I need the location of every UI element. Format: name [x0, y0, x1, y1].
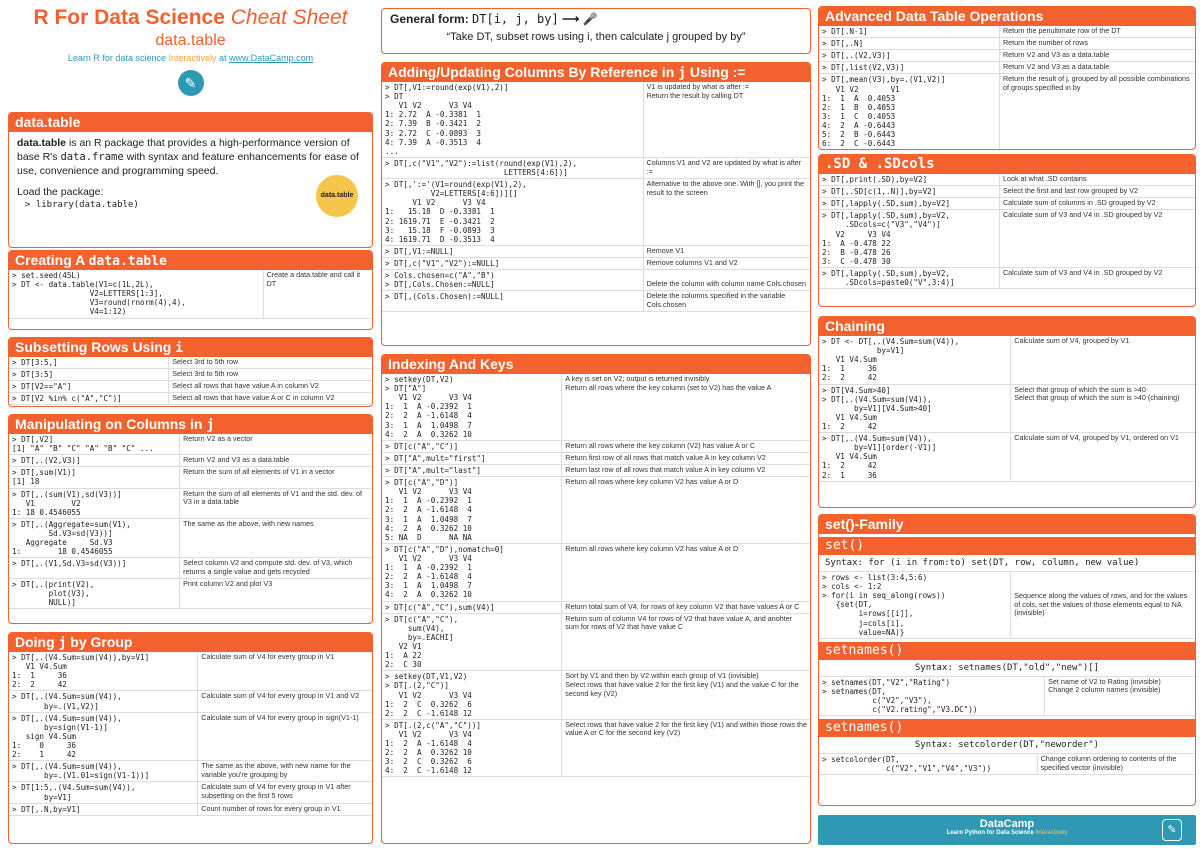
sd-table: [819, 174, 1195, 289]
description-cell: Calculate sum of V4 for every group in V1: [198, 652, 372, 691]
code-cell: > DT[.N-1]: [819, 26, 999, 38]
code-cell: > DT[,.(Aggregate=sum(V1), Sd.V3=sd(V3))] Aggregate Sd.V3 1: 18 0.4546055: [9, 518, 180, 557]
table-row: [9, 393, 372, 405]
table-row: [9, 357, 372, 369]
description-cell: Alternative to the above one. With [], you print the result to the screen: [643, 179, 810, 246]
table-row: [382, 291, 810, 311]
code-cell: > setkey(DT,V2) > DT["A"] V1 V2 V3 V4 1: 1 A -0.2392 1 2: 2 A -1.6148 4 3: 1 A 1.0498 7 4: 2 A 0.3262 10: [382, 374, 562, 440]
table-row: [382, 543, 810, 601]
table-row: [382, 179, 810, 246]
description-cell: Return V2 as a vector: [180, 434, 372, 455]
manipulating-section: [8, 414, 373, 624]
table-row: [819, 50, 1195, 62]
table-row: [819, 677, 1195, 716]
adding-heading: Adding/Updating Columns By Reference in j Using :=: [382, 63, 810, 82]
code-cell: > DT[V4.Sum>40] > DT[,.(V4.Sum=sum(V4)), by=V1][V4.Sum>40] V1 V4.Sum 1: 2 42: [819, 384, 1011, 433]
advanced-table: [819, 26, 1195, 150]
arrow-icon: ⟶: [562, 12, 580, 26]
advanced-heading: Advanced Data Table Operations: [819, 7, 1195, 26]
table-row: [9, 369, 372, 381]
setcolorder-table: [819, 754, 1195, 775]
code-cell: > DT[,.(V1,Sd.V3=sd(V3))]: [9, 558, 180, 578]
description-cell: Select that group of which the sum is >40 Select that group of which the sum is >40 (chaining): [1011, 384, 1195, 433]
description-cell: Calculate sum of V4, grouped by V1: [1011, 336, 1195, 384]
set-subheading: set(): [819, 537, 1195, 555]
description-cell: Calculate sum of V4, grouped by V1, ordered on V1: [1011, 433, 1195, 482]
subsetting-table: [9, 357, 372, 405]
setnames-syntax: Syntax: setnames(DT,"old","new")[]: [819, 660, 1195, 677]
description-cell: Return total sum of V4, for rows of key column V2 that have values A or C: [562, 601, 810, 613]
table-row: [382, 374, 810, 440]
description-cell: Calculate sum of columns in .SD grouped by V2: [999, 198, 1195, 210]
table-row: [382, 157, 810, 178]
description-cell: Calculate sum of V4 for every group in V1 and V2: [198, 691, 372, 712]
table-row: [9, 381, 372, 393]
subsetting-heading: Subsetting Rows Using i: [9, 338, 372, 357]
column-left: [8, 0, 373, 849]
code-cell: > DT[,.(sum(V1),sd(V3))] V1 V2 1: 18 0.4546055: [9, 488, 180, 518]
advanced-section: [818, 6, 1196, 150]
description-cell: Print column V2 and plot V3: [180, 578, 372, 608]
code-cell: > DT[,.(V4.Sum=sum(V4)), by=sign(V1-1)] sign V4.Sum 1: 0 36 2: 1 42: [9, 712, 198, 761]
code-cell: > DT[,.(V4.Sum=sum(V4)), by=.(V1.01=sign(V1-1))]: [9, 761, 198, 782]
description-cell: V1 is updated by what is after := Return the result by calling DT: [643, 82, 810, 157]
table-row: [9, 578, 372, 608]
table-row: [819, 210, 1195, 268]
table-row: [382, 257, 810, 269]
description-cell: Columns V1 and V2 are updated by what is after :=: [643, 157, 810, 178]
description-cell: Remove columns V1 and V2: [643, 257, 810, 269]
footer-brand: DataCamp: [979, 818, 1035, 830]
code-cell: > DT[,V2] [1] "A" "B" "C" "A" "B" "C" ...: [9, 434, 180, 455]
chaining-section: [818, 316, 1196, 508]
grouping-heading: Doing j by Group: [9, 633, 372, 652]
sd-heading: .SD & .SDcols: [819, 155, 1195, 174]
code-cell: > DT[,.(print(V2), plot(V3), NULL)]: [9, 578, 180, 608]
description-cell: Change column ordering to contents of the specified vector (invisible): [1037, 754, 1195, 775]
code-cell: > DT[.(2,c("A","C"))] V1 V2 V3 V4 1: 2 A -1.6148 4 2: 2 A 0.3262 10 3: 2 C 0.3262 6 4: 2 C -1.6148 12: [382, 719, 562, 777]
code-cell: > DT[c("A","C"),sum(V4)]: [382, 601, 562, 613]
page-title: R For Data Science Cheat Sheet: [33, 6, 348, 29]
description-cell: Return last row of all rows that match value A in key column V2: [562, 464, 810, 476]
description-cell: Return V2 and V3 as a data.table: [999, 50, 1195, 62]
setcolorder-syntax: Syntax: setcolorder(DT,"neworder"): [819, 737, 1195, 754]
intro-heading: data.table: [9, 113, 372, 132]
set-family-heading: set()-Family: [819, 515, 1195, 534]
column-right: [818, 0, 1196, 849]
description-cell: Look at what .SD contains: [999, 174, 1195, 186]
chaining-heading: Chaining: [819, 317, 1195, 336]
sd-section: [818, 154, 1196, 307]
footer-banner: [818, 815, 1196, 845]
table-row: > rows <- list(3:4,5:6) > cols <- 1:2 > for(i in seq_along(rows)) {set(DT, i=rows[[i]], j=cols[i], value=NA)} Sequence along the values of rows, and for the values of cols, set the values of those elements equal to NA (invisible): [819, 572, 1195, 638]
code-cell: > DT[V2=="A"]: [9, 381, 169, 393]
general-form-box: General form: DT[i, j, by] ⟶ 🎤 “Take DT, subset rows using i, then calculate j grouped by by”: [381, 8, 811, 54]
set-table: [819, 572, 1195, 639]
code-cell: > DT[,.(V2,V3)]: [9, 455, 180, 467]
setnames-subheading: setnames(): [819, 642, 1195, 660]
table-row: [819, 754, 1195, 775]
table-row: [9, 467, 372, 488]
code-cell: > DT[,mean(V3),by=.(V1,V2)] V1 V2 V1 1: 1 A 0.4053 2: 1 B 0.4053 3: 1 C 0.4053 4: 2 A -0.6443 5: 2 B -0.6443 6: 2 C -0.6443: [819, 74, 999, 150]
table-row: [9, 434, 372, 455]
code-cell: > DT[,lapply(.SD,sum),by=V2]: [819, 198, 999, 210]
code-cell: > setnames(DT,"V2","Rating") > setnames(DT, c("V2","V3"), c("V2.rating","V3.DC")): [819, 677, 1045, 716]
code-cell: > DT[,c("V1","V2"):=NULL]: [382, 257, 643, 269]
table-row: [382, 440, 810, 452]
code-cell: > DT[,.N]: [819, 38, 999, 50]
creating-heading: Creating A data.table: [9, 251, 372, 270]
code-cell: > DT[c("A","C")]: [382, 440, 562, 452]
table-row: [9, 270, 372, 318]
code-cell: > DT[,V1:=round(exp(V1),2)] > DT V1 V2 V3 V4 1: 2.72 A -0.3381 1 2: 7.39 B -0.3421 2 3: 2.72 C -0.0893 3 4: 7.39 A -0.3513 4 ...: [382, 82, 643, 157]
table-row: [9, 712, 372, 761]
table-row: [819, 433, 1195, 482]
creating-table: [9, 270, 372, 319]
code-cell: > DT[,':='(V1=round(exp(V1),2), V2=LETTERS[4:6])][] V1 V2 V3 V4 1: 15.18 D -0.3381 1 2: 1619.71 E -0.3421 2 3: 15.18 F -0.0893 3 4: 1619.71 D -0.3513 4: [382, 179, 643, 246]
table-row: [819, 74, 1195, 150]
description-cell: Calculate sum of V4 for every group in sign(V1-1): [198, 712, 372, 761]
intro-section: [8, 112, 373, 248]
table-row: [382, 477, 810, 544]
table-row: [9, 518, 372, 557]
grouping-table: [9, 652, 372, 816]
code-cell: > DT[,lapply(.SD,sum),by=V2, .SDcols=c("V3","V4")] V2 V3 V4 1: A -0.478 22 2: B -0.478 26 3: C -0.478 30: [819, 210, 999, 268]
general-form-quote: “Take DT, subset rows using i, then calculate j grouped by by”: [446, 31, 746, 43]
description-cell: The same as the above, with new names: [180, 518, 372, 557]
table-row: [9, 761, 372, 782]
table-row: [382, 464, 810, 476]
description-cell: Select all rows that have value A in column V2: [169, 381, 372, 393]
code-cell: > DT[,V1:=NULL]: [382, 245, 643, 257]
description-cell: Return V2 and V3 as a data.table: [180, 455, 372, 467]
manipulating-table: [9, 434, 372, 609]
description-cell: Calculate sum of V3 and V4 in .SD grouped by V2: [999, 210, 1195, 268]
adding-section: [381, 62, 811, 346]
table-row: [819, 174, 1195, 186]
table-row: [819, 198, 1195, 210]
subsetting-section: [8, 337, 373, 407]
description-cell: The same as the above, with new name for the variable you're grouping by: [198, 761, 372, 782]
description-cell: Set name of V2 to Rating (invisible) Change 2 column names (invisible): [1045, 677, 1195, 716]
description-cell: Return all rows where key column V2 has value A or D: [562, 543, 810, 601]
code-cell: > DT[c("A","D"),nomatch=0] V1 V2 V3 V4 1: 1 A -0.2392 1 2: 2 A -1.6148 4 3: 1 A 1.0498 7 4: 2 A 0.3262 10: [382, 543, 562, 601]
code-cell: > DT[c("A","D")] V1 V2 V3 V4 1: 1 A -0.2392 1 2: 2 A -1.6148 4 3: 1 A 1.0498 7 4: 2 A 0.3262 10 5: NA D NA NA: [382, 477, 562, 544]
setnames-table: [819, 677, 1195, 716]
description-cell: Calculate sum of V4 for every group in V1 after subsetting on the first 5 rows: [198, 782, 372, 803]
code-cell: > DT[,c("V1","V2"):=list(round(exp(V1),2), LETTERS[4:6])]: [382, 157, 643, 178]
code-cell: > DT[,(Cols.Chosen):=NULL]: [382, 291, 643, 311]
code-cell: > DT["A",mult="first"]: [382, 452, 562, 464]
code-cell: > DT[,.(V4.Sum=sum(V4)), by=V1][order(-V1)] V1 V4.Sum 1: 2 42 2: 1 36: [819, 433, 1011, 482]
table-row: [819, 336, 1195, 384]
table-row: [9, 652, 372, 691]
description-cell: Return V2 and V3 as a data.table: [999, 62, 1195, 74]
code-cell: > DT[V2 %in% c("A","C")]: [9, 393, 169, 405]
table-row: [382, 601, 810, 613]
table-row: [9, 558, 372, 578]
code-cell: > DT[,.SD[c(1,.N)],by=V2]: [819, 186, 999, 198]
microphone-icon: 🎤: [582, 12, 598, 26]
code-cell: > DT[c("A","C"), sum(V4), by=.EACHI] V2 V1 1: A 22 2: C 30: [382, 613, 562, 671]
code-cell: > setcolorder(DT, c("V2","V1","V4","V3")): [819, 754, 1037, 775]
table-row: [9, 455, 372, 467]
description-cell: Return the sum of all elements of V1 in a vector: [180, 467, 372, 488]
learn-line: Learn R for data science Interactively at www.DataCamp.com: [67, 53, 314, 63]
set-family-section: [818, 514, 1196, 806]
data-table-logo: data.table: [316, 175, 358, 217]
description-cell: Select rows that have value 2 for the first key (V1) and within those rows the value A or C for the second key (V2): [562, 719, 810, 777]
code-cell: > DT[3:5]: [9, 369, 169, 381]
footer-tagline: Learn Python for Data Science Interactively: [946, 830, 1068, 836]
code-cell: > DT[,lapply(.SD,sum),by=V2, .SDcols=paste0("V",3:4)]: [819, 267, 999, 288]
code-cell: > DT[,.(V4.Sum=sum(V4)), by=.(V1,V2)]: [9, 691, 198, 712]
description-cell: Remove V1: [643, 245, 810, 257]
code-cell: > setkey(DT,V1,V2) > DT[.(2,"C")] V1 V2 V3 V4 1: 2 C 0.3262 6 2: 2 C -1.6148 12: [382, 671, 562, 720]
table-row: [382, 671, 810, 720]
datacamp-logo-icon: ✎: [178, 70, 204, 96]
description-cell: Return the sum of all elements of V1 and the std. dev. of V3 in a data.table: [180, 488, 372, 518]
table-row: [9, 782, 372, 803]
code-cell: > DT[1:5,.(V4.Sum=sum(V4)), by=V1]: [9, 782, 198, 803]
indexing-section: [381, 354, 811, 844]
code-cell: > DT <- DT[,.(V4.Sum=sum(V4)), by=V1] V1 V4.Sum 1: 1 36 2: 2 42: [819, 336, 1011, 384]
code-cell: > DT["A",mult="last"]: [382, 464, 562, 476]
description-cell: Return the penultimate row of the DT: [999, 26, 1195, 38]
description-cell: Select 3rd to 5th row: [169, 357, 372, 369]
intro-text: data.table is an R package that provides a high-performance version of base R's data.frame with syntax and feature enhancements for ease of use, convenience and programming speed. Load the package: > library(data.table): [17, 137, 359, 210]
header: [8, 0, 373, 96]
description-cell: Create a data.table and call it DT: [263, 270, 372, 318]
code-cell: > set.seed(45L) > DT <- data.table(V1=c(1L,2L), V2=LETTERS[1:3], V3=round(rnorm(4),4), V4=1:12): [9, 270, 263, 318]
description-cell: A key is set on V2; output is returned invisibly Return all rows where the key column (set to V2) has the value A: [562, 374, 810, 440]
table-row: [382, 245, 810, 257]
table-row: [819, 267, 1195, 288]
description-cell: Return all rows where key column V2 has value A or D: [562, 477, 810, 544]
datacamp-footer-icon: ✎: [1162, 819, 1182, 841]
indexing-heading: Indexing And Keys: [382, 355, 810, 374]
code-cell: > DT[,.(V2,V3)]: [819, 50, 999, 62]
table-row: [819, 186, 1195, 198]
description-cell: Delete the columns specified in the variable Cols.chosen: [643, 291, 810, 311]
description-cell: Return the number of rows: [999, 38, 1195, 50]
table-row: [819, 384, 1195, 433]
grouping-section: [8, 632, 373, 844]
page-subtitle: data.table: [155, 32, 226, 49]
code-cell: > DT[,print(.SD),by=V2]: [819, 174, 999, 186]
description-cell: Count number of rows for every group in V1: [198, 803, 372, 815]
chaining-table: [819, 336, 1195, 482]
description-cell: Sort by V1 and then by V2 within each group of V1 (invisible) Select rows that have value 2 for the first key (V1) and the value C for the second key (V2): [562, 671, 810, 720]
creating-section: [8, 250, 373, 330]
code-cell: > DT[,.(V4.Sum=sum(V4)),by=V1] V1 V4.Sum 1: 1 36 2: 2 42: [9, 652, 198, 691]
table-row: [382, 452, 810, 464]
manipulating-heading: Manipulating on Columns in j: [9, 415, 372, 434]
table-row: [382, 270, 810, 291]
description-cell: Select all rows that have value A or C in column V2: [169, 393, 372, 405]
table-row: [9, 803, 372, 815]
table-row: [819, 62, 1195, 74]
adding-table: [382, 82, 810, 312]
table-row: [9, 488, 372, 518]
table-row: [382, 82, 810, 157]
description-cell: Return sum of column V4 for rows of V2 that have value A, and anohter sum for rows of V2 that have value C: [562, 613, 810, 671]
table-row: [819, 38, 1195, 50]
description-cell: Delete the column with column name Cols.chosen: [643, 270, 810, 291]
description-cell: Select the first and last row grouped by V2: [999, 186, 1195, 198]
description-cell: Return all rows where the key column (V2) has value A or C: [562, 440, 810, 452]
code-cell: > DT[,sum(V1)] [1] 18: [9, 467, 180, 488]
description-cell: Calculate sum of V3 and V4 in .SD grouped by V2: [999, 267, 1195, 288]
code-cell: > Cols.chosen=c("A","B") > DT[,Cols.Chosen:=NULL]: [382, 270, 643, 291]
description-cell: Select column V2 and compute std. dev. of V3, which returns a single value and gets recycled: [180, 558, 372, 578]
description-cell: Return the result of j, grouped by all possible combinations of groups specified in by: [999, 74, 1195, 150]
code-cell: > DT[,list(V2,V3)]: [819, 62, 999, 74]
table-row: [382, 613, 810, 671]
column-middle: [381, 0, 811, 849]
table-row: [9, 691, 372, 712]
code-cell: > DT[3:5,]: [9, 357, 169, 369]
indexing-table: [382, 374, 810, 777]
description-cell: Select 3rd to 5th row: [169, 369, 372, 381]
table-row: [382, 719, 810, 777]
set-syntax: Syntax: for (i in from:to) set(DT, row, column, new value): [819, 555, 1195, 572]
setcolorder-subheading: setnames(): [819, 719, 1195, 737]
table-row: [819, 26, 1195, 38]
description-cell: Return first row of all rows that match value A in key column V2: [562, 452, 810, 464]
datacamp-link[interactable]: www.DataCamp.com: [229, 53, 314, 63]
code-cell: > DT[,.N,by=V1]: [9, 803, 198, 815]
